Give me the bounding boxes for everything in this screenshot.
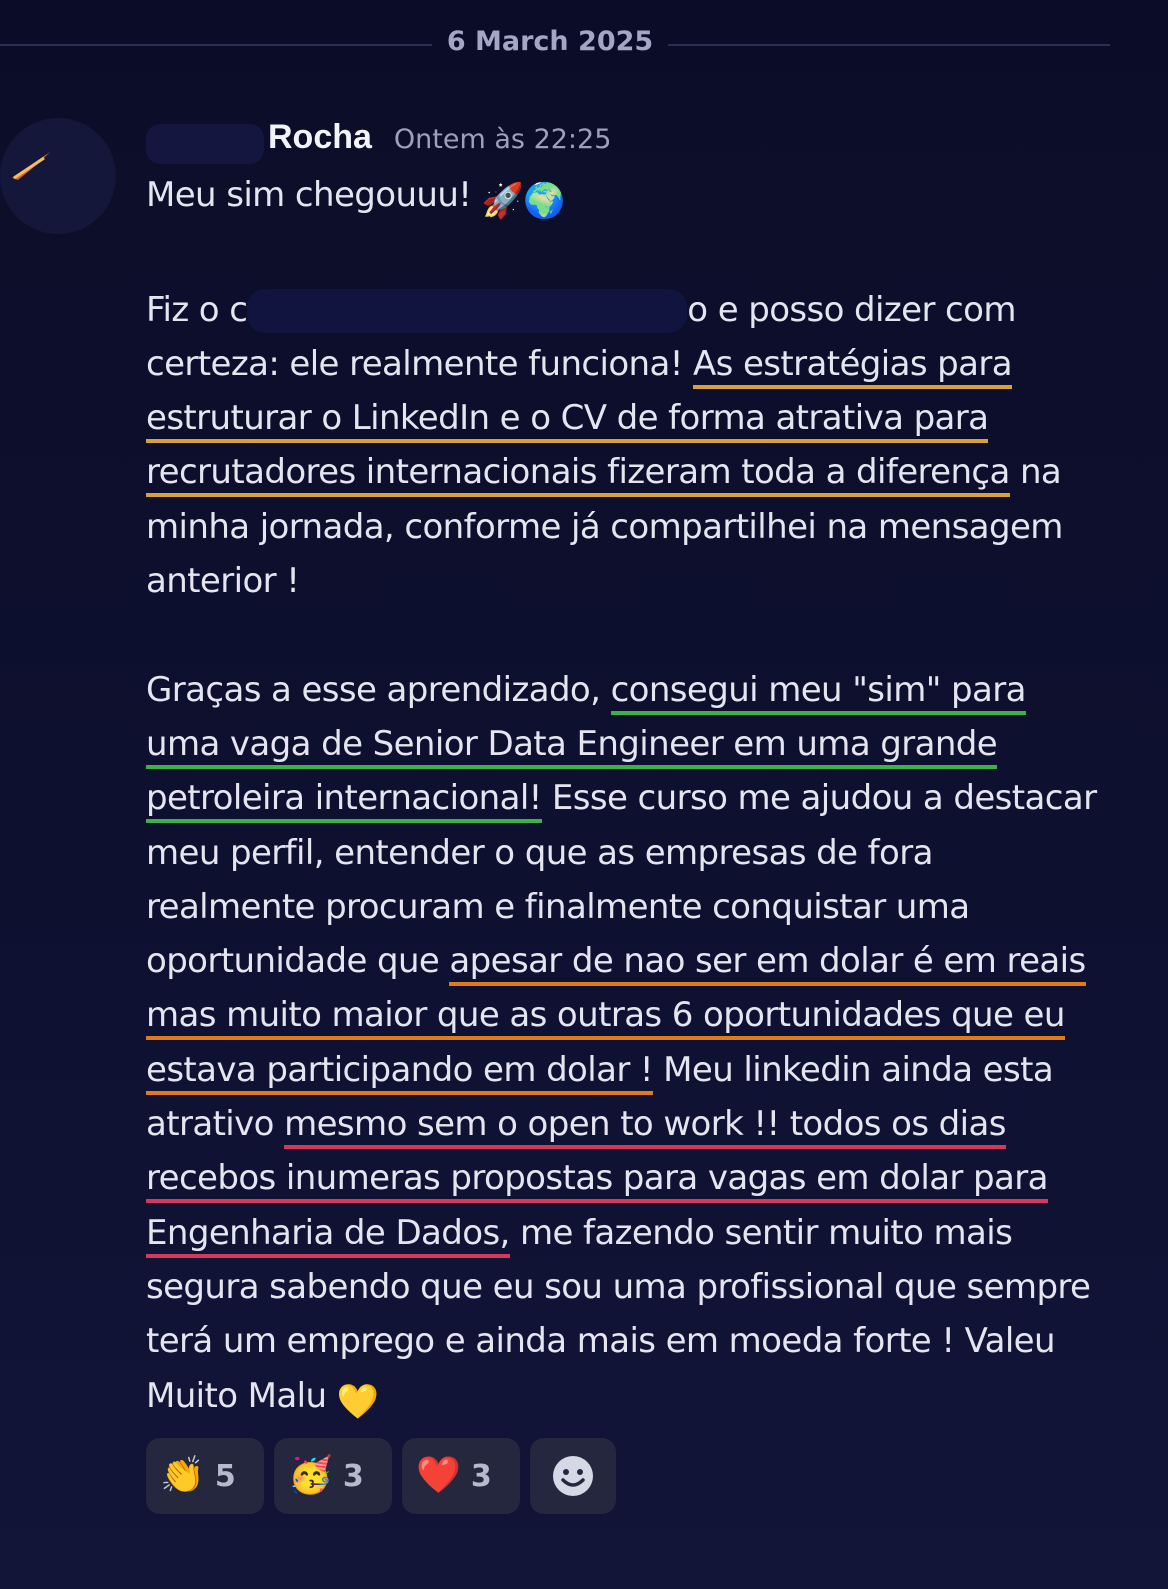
paragraph-gap xyxy=(146,228,1106,282)
reaction-count: 3 xyxy=(470,1458,492,1494)
avatar[interactable] xyxy=(0,118,116,234)
message-paragraph-2: Fiz o c o e posso dizer com certeza: ele realmente funciona! As estratégias para estruturar o LinkedIn e o CV de forma atrativa para recrutadores internacionais fizeram toda a diferença na minha jornada, conforme já compartilhei na mensagem anterior ! xyxy=(146,289,1063,602)
rocket-icon: 🚀 xyxy=(481,181,524,221)
message-timestamp: Ontem às 22:25 xyxy=(393,124,612,155)
highlight-red: mesmo sem o open to work !! todos os dias recebos inumeras propostas para vagas em dolar para Engenharia de Dados, xyxy=(146,1104,1048,1258)
username[interactable]: Rocha xyxy=(146,118,372,164)
highlight-orange: apesar de nao ser em dolar é em reais mas muito maior que as outras 6 oportunidades que eu estava participando em dolar ! xyxy=(146,941,1086,1095)
yellow-heart-icon: 💛 xyxy=(336,1381,379,1422)
date-label: 6 March 2025 xyxy=(446,26,654,57)
smiley-icon xyxy=(551,1454,595,1498)
globe-icon: 🌍 xyxy=(523,181,566,221)
date-divider xyxy=(0,22,1110,68)
reaction-party[interactable] xyxy=(274,1438,392,1514)
highlight-yellow: As estratégias para estruturar o LinkedIn e o CV de forma atrativa para recrutadores internacionais fizeram toda a diferença xyxy=(146,344,1012,498)
reactions-bar xyxy=(146,1438,616,1514)
message-paragraph-3: Graças a esse aprendizado, consegui meu "sim" para uma vaga de Senior Data Engineer em uma grande petroleira internacional! Esse curso me ajudou a destacar meu perfil, entender o que as empresas de fora realmente procuram e finalmente conquistar uma oportunidade que apesar de nao ser em dolar é em reais mas muito maior que as outras 6 oportunidades que eu estava participando em dolar ! Meu linkedin ainda esta atrativo mesmo sem o open to work !! todos os dias recebos inumeras propostas para vagas em dolar para Engenharia de Dados, me fazendo sentir muito mais segura sabendo que eu sou uma profissional que sempre terá um emprego e ainda mais em moeda forte ! Valeu Muito Malu 💛 xyxy=(146,663,1106,1429)
red-heart-icon: ❤️ xyxy=(416,1455,461,1496)
partying-face-icon: 🥳 xyxy=(288,1455,333,1496)
redacted-text xyxy=(247,289,687,333)
paragraph-gap xyxy=(146,608,1106,662)
clapping-hands-icon: 👏 xyxy=(160,1455,205,1496)
reaction-heart[interactable] xyxy=(402,1438,520,1514)
message-body xyxy=(146,168,1106,1429)
redacted-name xyxy=(146,124,264,164)
message-header xyxy=(146,118,611,168)
highlight-green: consegui meu "sim" para uma vaga de Senior Data Engineer em uma grande petroleira internacional! xyxy=(146,670,1026,824)
avatar-image xyxy=(10,148,66,182)
reaction-count: 5 xyxy=(214,1458,236,1494)
message-line-1: Meu sim chegouuu! 🚀🌍 xyxy=(146,168,1106,228)
add-reaction-button[interactable] xyxy=(530,1438,616,1514)
reaction-clap[interactable] xyxy=(146,1438,264,1514)
divider-line-right xyxy=(668,44,1110,46)
reaction-count: 3 xyxy=(342,1458,364,1494)
divider-line-left xyxy=(0,44,432,46)
